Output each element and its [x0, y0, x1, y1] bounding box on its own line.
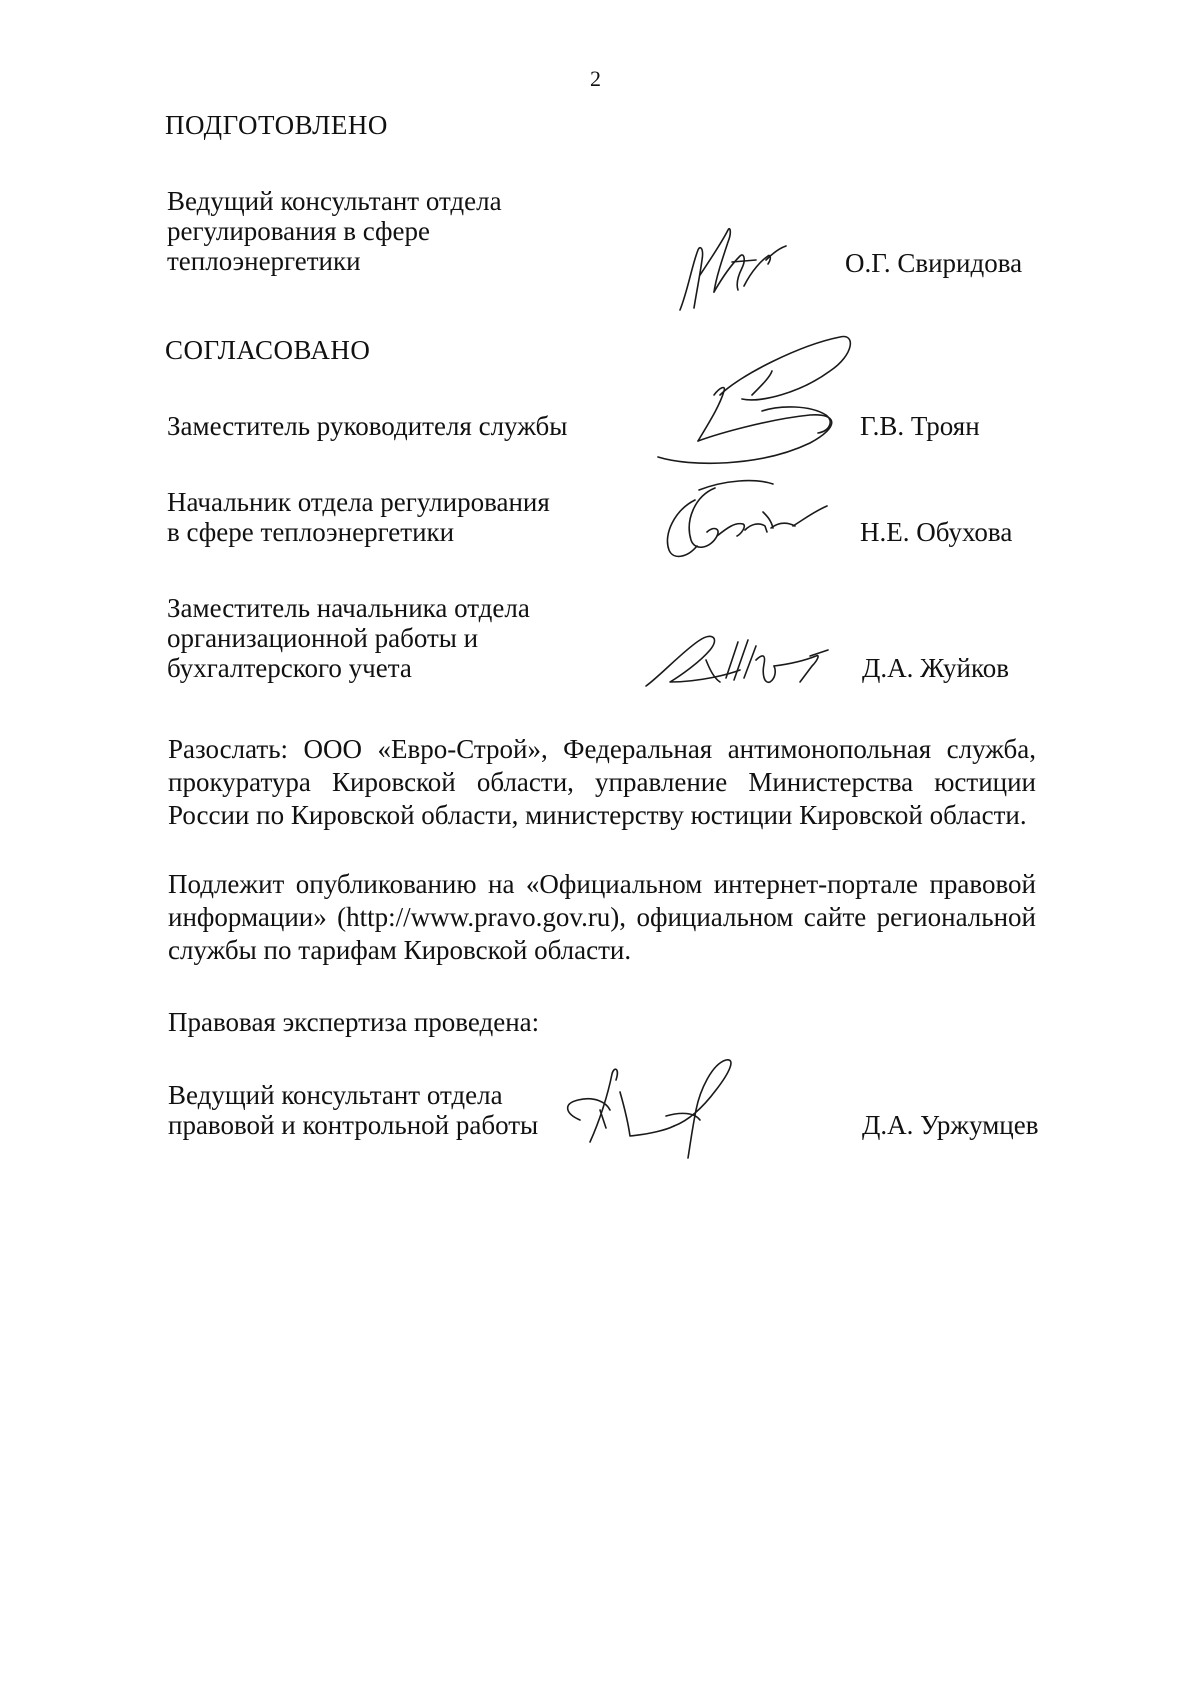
prepared-name: О.Г. Свиридова	[845, 248, 1023, 278]
agreed-heading: СОГЛАСОВАНО	[165, 335, 371, 365]
agreed-1-position-line-1: Заместитель руководителя службы	[167, 411, 568, 441]
agreed-1-name: Г.В. Троян	[860, 411, 980, 441]
agreed-2-position-line-1: Начальник отдела регулирования	[167, 487, 550, 517]
agreed-2-position-line-2: в сфере теплоэнергетики	[167, 517, 455, 547]
legal-review-position-line-1: Ведущий консультант отдела	[168, 1080, 503, 1110]
signature-zhuikov-icon	[640, 620, 840, 695]
page-number: 2	[590, 66, 601, 91]
distribution-paragraph: Разослать: ООО «Евро-Строй», Федеральная антимонопольная служба, прокуратура Кировской области, управление Министерства юстиции России по Кировской области, министерству юстиции Кировской области.	[168, 734, 1036, 830]
agreed-2-name: Н.Е. Обухова	[860, 517, 1013, 547]
signature-troyan-icon	[650, 325, 860, 475]
prepared-position-line-2: регулирования в сфере	[167, 216, 431, 246]
signature-obukhova-icon	[655, 470, 840, 565]
prepared-position-line-3: теплоэнергетики	[167, 246, 361, 276]
legal-review-position-line-2: правовой и контрольной работы	[168, 1110, 539, 1140]
signature-sviridova-icon	[670, 220, 800, 320]
agreed-3-name: Д.А. Жуйков	[862, 653, 1009, 683]
agreed-3-position-line-3: бухгалтерского учета	[167, 653, 412, 683]
publication-paragraph: Подлежит опубликованию на «Официальном интернет-портале правовой информации» (http://www.pravo.gov.ru), официальном сайте региональной службы по тарифам Кировской области.	[168, 869, 1036, 965]
agreed-3-position-line-2: организационной работы и	[167, 623, 479, 653]
prepared-position-line-1: Ведущий консультант отдела	[167, 186, 502, 216]
agreed-3-position-line-1: Заместитель начальника отдела	[167, 593, 530, 623]
legal-review-heading: Правовая экспертиза проведена:	[168, 1007, 540, 1037]
signature-urzhumtsev-icon	[550, 1050, 760, 1165]
legal-review-name: Д.А. Уржумцев	[862, 1110, 1039, 1140]
prepared-heading: ПОДГОТОВЛЕНО	[165, 110, 388, 140]
